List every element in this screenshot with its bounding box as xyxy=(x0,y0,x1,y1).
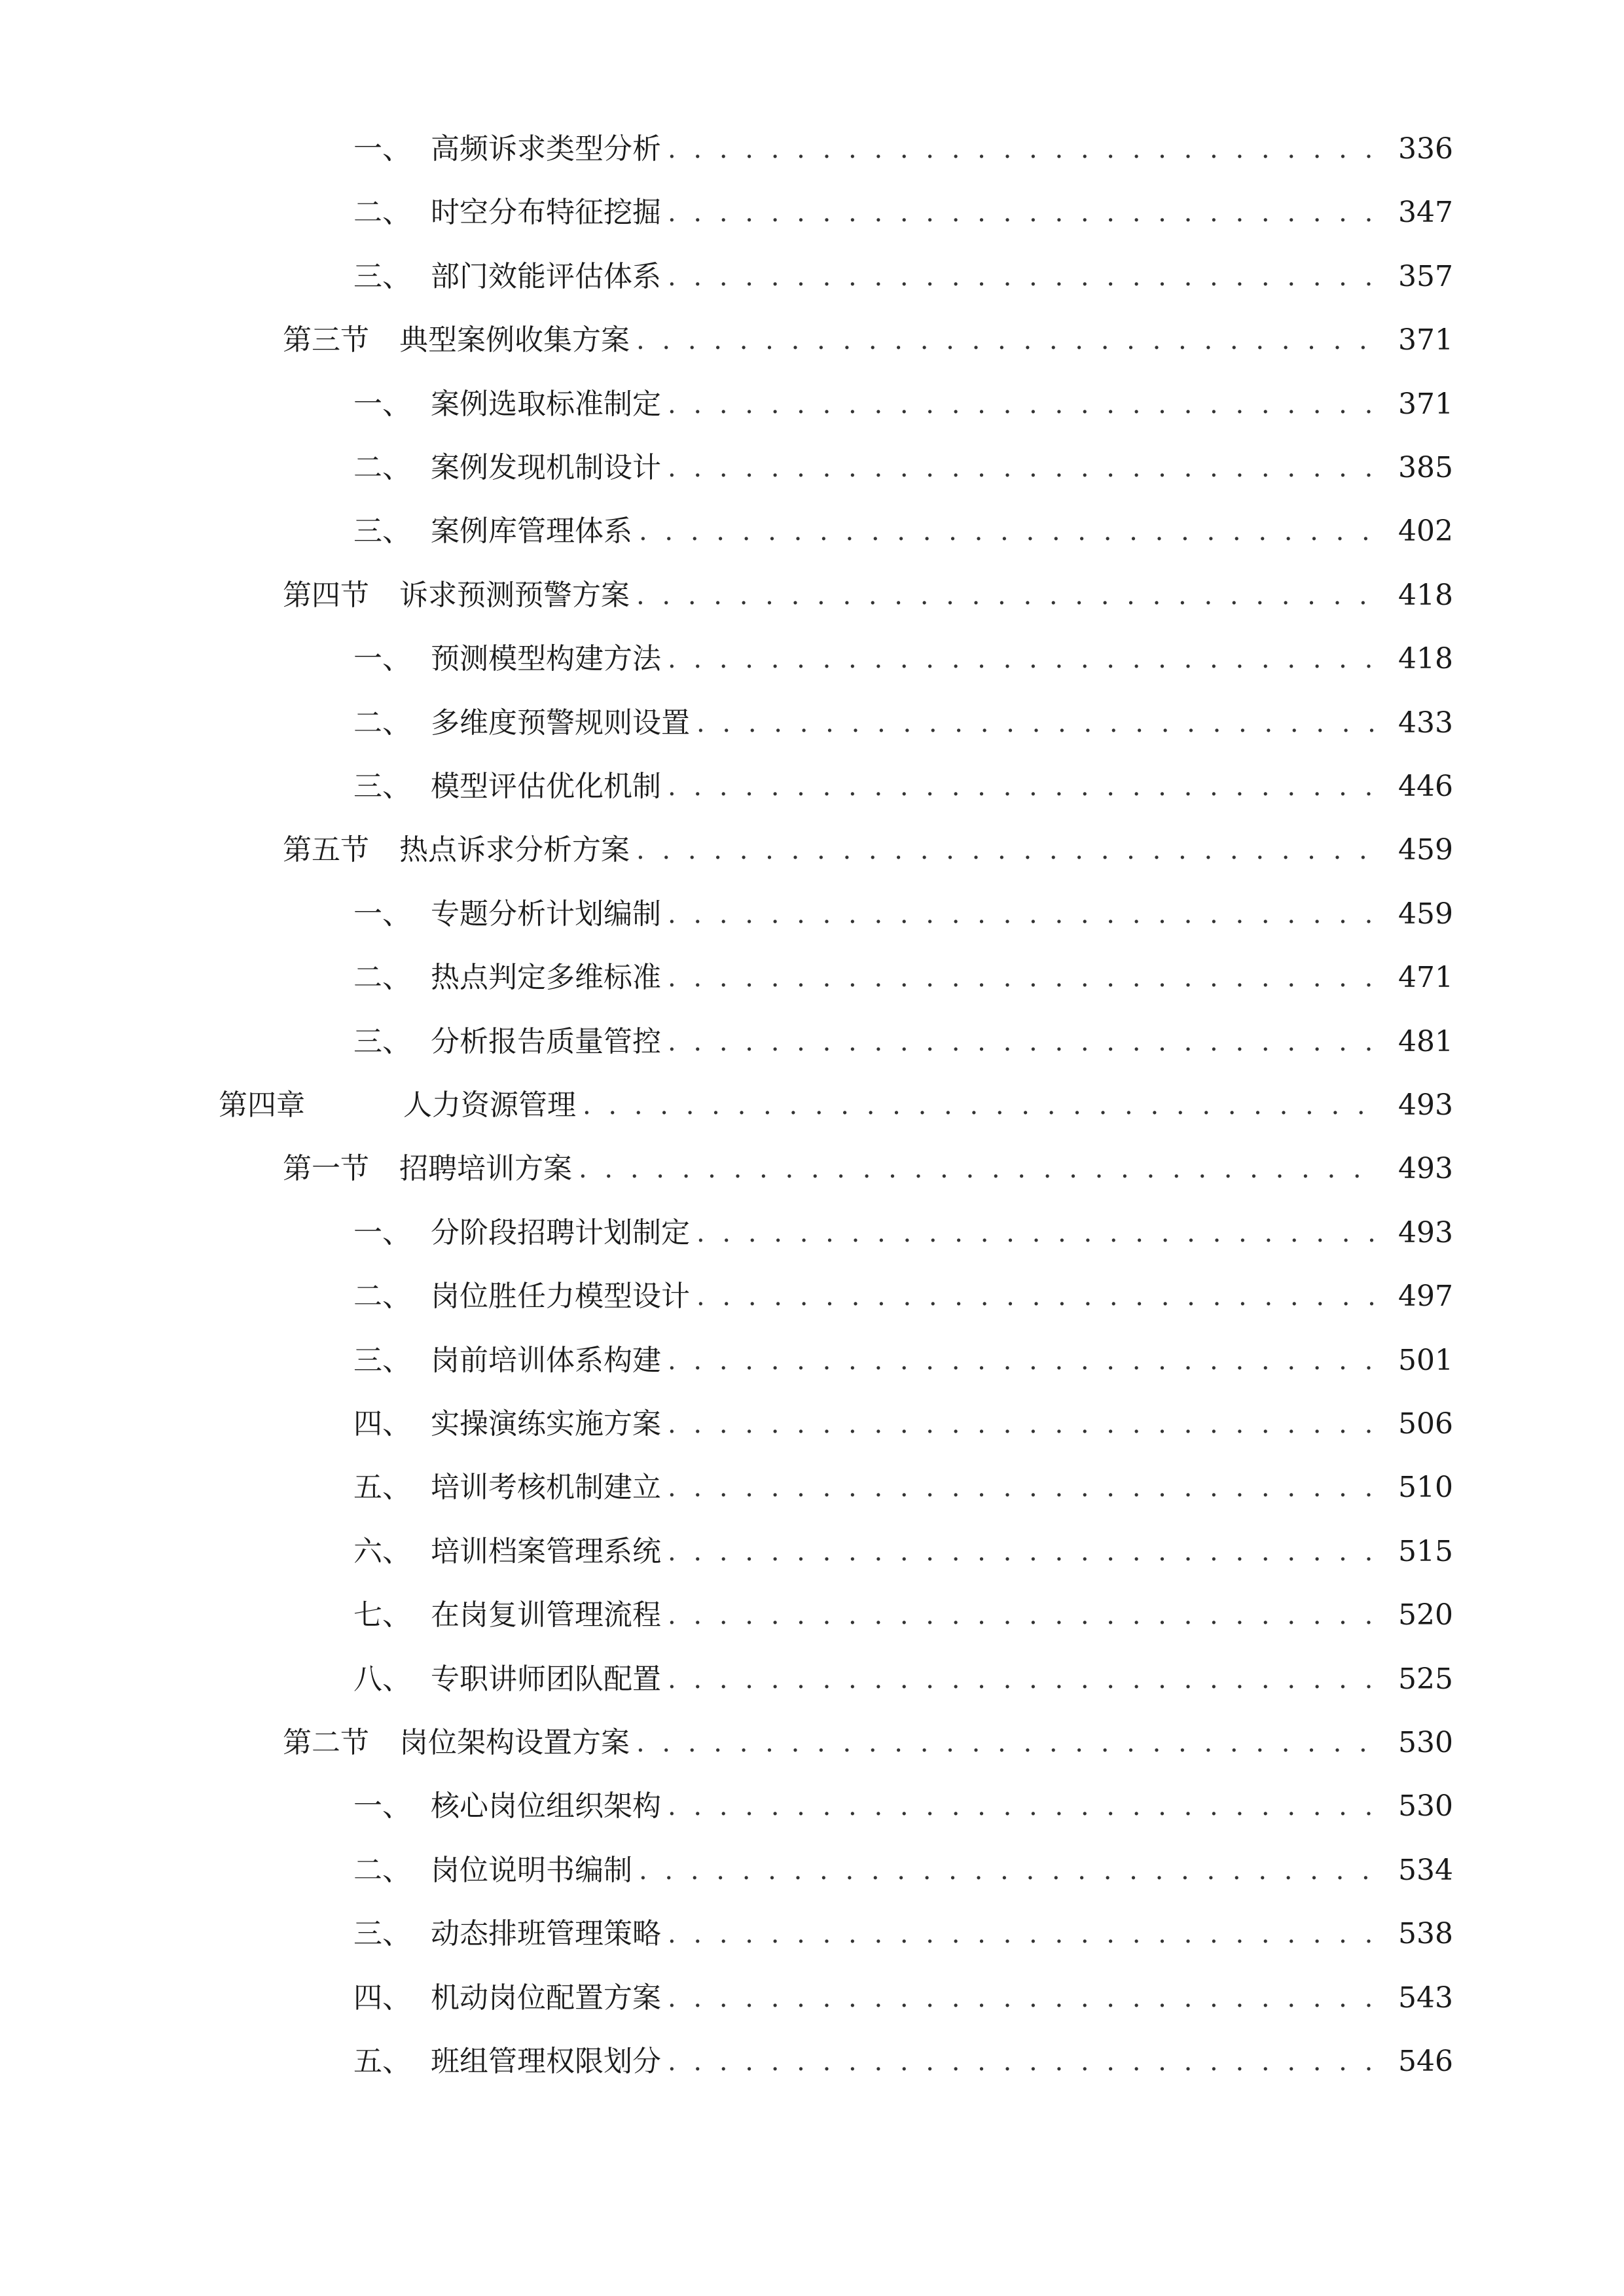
toc-dot-leader xyxy=(636,314,1380,367)
toc-entry[interactable] xyxy=(353,2036,1453,2088)
toc-entry[interactable] xyxy=(283,569,1453,622)
toc-entry-title: 岗位说明书编制 xyxy=(431,1854,632,1887)
toc-entry-number: 第二节 xyxy=(283,1726,369,1759)
toc-dot-leader xyxy=(639,1844,1380,1897)
toc-entry[interactable] xyxy=(353,123,1453,175)
toc-dot-leader xyxy=(668,952,1380,1004)
toc-entry-page-number: 336 xyxy=(1398,132,1453,166)
toc-entry-number: 三、 xyxy=(353,1025,411,1058)
toc-dot-leader xyxy=(583,1079,1380,1132)
toc-dot-leader xyxy=(668,1653,1380,1706)
toc-dot-leader xyxy=(696,1207,1380,1259)
toc-entry-title: 机动岗位配置方案 xyxy=(431,1981,661,2015)
toc-entry-number: 一、 xyxy=(353,642,411,675)
toc-entry[interactable] xyxy=(353,1972,1453,2024)
toc-entry-page-number: 471 xyxy=(1398,961,1453,994)
toc-entry-title: 预测模型构建方法 xyxy=(431,642,661,675)
toc-dot-leader xyxy=(579,1143,1380,1195)
toc-entry-number: 三、 xyxy=(353,260,411,293)
toc-entry[interactable] xyxy=(353,1653,1453,1706)
toc-dot-leader xyxy=(668,1462,1380,1514)
toc-dot-leader xyxy=(668,123,1380,175)
toc-entry-page-number: 506 xyxy=(1398,1407,1453,1441)
toc-entry-page-number: 459 xyxy=(1398,833,1453,867)
toc-dot-leader xyxy=(668,1908,1380,1960)
toc-entry-title: 动态排班管理策略 xyxy=(431,1917,661,1950)
toc-entry-title: 培训考核机制建立 xyxy=(431,1471,661,1504)
toc-dot-leader xyxy=(668,2036,1380,2088)
toc-entry[interactable] xyxy=(219,1079,1453,1132)
toc-entry-page-number: 520 xyxy=(1398,1598,1453,1632)
toc-entry-page-number: 493 xyxy=(1398,1216,1453,1249)
toc-entry-title: 时空分布特征挖掘 xyxy=(431,196,661,229)
toc-entry-title: 在岗复训管理流程 xyxy=(431,1598,661,1632)
toc-entry-page-number: 501 xyxy=(1398,1344,1453,1377)
toc-entry-page-number: 347 xyxy=(1398,196,1453,229)
toc-entry-title: 典型案例收集方案 xyxy=(399,323,630,357)
toc-entry[interactable] xyxy=(353,1207,1453,1259)
toc-entry[interactable] xyxy=(353,1780,1453,1833)
toc-entry-page-number: 493 xyxy=(1398,1152,1453,1185)
toc-dot-leader xyxy=(668,251,1380,303)
toc-entry-number: 三、 xyxy=(353,770,411,803)
toc-entry-number: 第四节 xyxy=(283,579,369,612)
toc-entry[interactable] xyxy=(283,314,1453,367)
toc-entry[interactable] xyxy=(283,1143,1453,1195)
toc-dot-leader xyxy=(668,1780,1380,1833)
toc-entry-title: 岗前培训体系构建 xyxy=(431,1344,661,1377)
toc-dot-leader xyxy=(636,569,1380,622)
toc-entry[interactable] xyxy=(353,1908,1453,1960)
toc-entry[interactable] xyxy=(353,1398,1453,1450)
toc-entry-page-number: 497 xyxy=(1398,1280,1453,1313)
toc-entry-page-number: 543 xyxy=(1398,1981,1453,2015)
toc-entry[interactable] xyxy=(353,1335,1453,1387)
toc-entry-title: 专题分析计划编制 xyxy=(431,897,661,931)
toc-entry-title: 实操演练实施方案 xyxy=(431,1407,661,1441)
toc-entry-title: 岗位胜任力模型设计 xyxy=(431,1280,690,1313)
toc-entry[interactable] xyxy=(353,1844,1453,1897)
toc-entry[interactable] xyxy=(353,378,1453,431)
toc-entry-page-number: 510 xyxy=(1398,1471,1453,1504)
toc-entry-number: 四、 xyxy=(353,1981,411,2015)
toc-entry-number: 三、 xyxy=(353,1917,411,1950)
toc-entry-title: 分析报告质量管控 xyxy=(431,1025,661,1058)
toc-dot-leader xyxy=(668,1589,1380,1641)
toc-entry-page-number: 418 xyxy=(1398,579,1453,612)
toc-entry-number: 第一节 xyxy=(283,1152,369,1185)
toc-entry[interactable] xyxy=(353,505,1453,558)
toc-entry[interactable] xyxy=(353,442,1453,494)
toc-dot-leader xyxy=(668,1526,1380,1578)
toc-entry-title: 案例选取标准制定 xyxy=(431,387,661,421)
toc-entry-number: 一、 xyxy=(353,132,411,166)
toc-dot-leader xyxy=(668,888,1380,941)
toc-entry[interactable] xyxy=(283,1717,1453,1769)
toc-entry[interactable] xyxy=(353,1270,1453,1323)
toc-entry-title: 多维度预警规则设置 xyxy=(431,706,690,740)
toc-entry-number: 二、 xyxy=(353,706,411,740)
toc-entry[interactable] xyxy=(353,633,1453,685)
toc-entry-page-number: 402 xyxy=(1398,514,1453,548)
toc-entry-number: 二、 xyxy=(353,1854,411,1887)
toc-entry[interactable] xyxy=(353,1016,1453,1068)
toc-entry-title: 高频诉求类型分析 xyxy=(431,132,661,166)
toc-entry-number: 一、 xyxy=(353,1216,411,1249)
toc-entry-title: 案例库管理体系 xyxy=(431,514,632,548)
toc-entry-number: 第四章 xyxy=(219,1088,305,1122)
toc-entry-number: 一、 xyxy=(353,897,411,931)
toc-entry-page-number: 493 xyxy=(1398,1088,1453,1122)
toc-entry-page-number: 459 xyxy=(1398,897,1453,931)
toc-entry-page-number: 418 xyxy=(1398,642,1453,675)
toc-entry-page-number: 515 xyxy=(1398,1535,1453,1568)
toc-entry-number: 二、 xyxy=(353,961,411,994)
toc-entry-number: 三、 xyxy=(353,1344,411,1377)
toc-entry-title: 招聘培训方案 xyxy=(399,1152,572,1185)
toc-entry-title: 分阶段招聘计划制定 xyxy=(431,1216,690,1249)
toc-entry-number: 第三节 xyxy=(283,323,369,357)
toc-entry-number: 七、 xyxy=(353,1598,411,1632)
toc-entry[interactable] xyxy=(353,952,1453,1004)
toc-dot-leader xyxy=(696,1270,1380,1323)
toc-entry-page-number: 357 xyxy=(1398,260,1453,293)
toc-entry-title: 案例发现机制设计 xyxy=(431,451,661,484)
toc-entry-title: 人力资源管理 xyxy=(403,1088,576,1122)
toc-entry[interactable] xyxy=(353,761,1453,813)
toc-entry-number: 第五节 xyxy=(283,833,369,867)
toc-entry[interactable] xyxy=(353,888,1453,941)
toc-entry-number: 三、 xyxy=(353,514,411,548)
toc-entry-page-number: 546 xyxy=(1398,2045,1453,2078)
toc-entry-number: 二、 xyxy=(353,196,411,229)
toc-entry-number: 一、 xyxy=(353,1789,411,1823)
toc-dot-leader xyxy=(668,633,1380,685)
toc-entry-page-number: 481 xyxy=(1398,1025,1453,1058)
toc-dot-leader xyxy=(668,378,1380,431)
toc-dot-leader xyxy=(668,442,1380,494)
toc-dot-leader xyxy=(668,761,1380,813)
toc-entry[interactable] xyxy=(353,1589,1453,1641)
toc-entry-number: 二、 xyxy=(353,1280,411,1313)
toc-entry-page-number: 530 xyxy=(1398,1789,1453,1823)
toc-entry-number: 五、 xyxy=(353,2045,411,2078)
toc-entry[interactable] xyxy=(353,1526,1453,1578)
toc-entry-page-number: 534 xyxy=(1398,1854,1453,1887)
toc-entry-page-number: 433 xyxy=(1398,706,1453,740)
toc-entry-page-number: 538 xyxy=(1398,1917,1453,1950)
toc-entry-number: 一、 xyxy=(353,387,411,421)
toc-entry-number: 四、 xyxy=(353,1407,411,1441)
toc-entry-title: 诉求预测预警方案 xyxy=(399,579,630,612)
toc-entry-title: 核心岗位组织架构 xyxy=(431,1789,661,1823)
toc-dot-leader xyxy=(668,1398,1380,1450)
toc-entry[interactable] xyxy=(353,187,1453,239)
toc-entry-title: 模型评估优化机制 xyxy=(431,770,661,803)
toc-dot-leader xyxy=(668,1972,1380,2024)
toc-entry[interactable] xyxy=(353,697,1453,749)
toc-dot-leader xyxy=(636,1717,1380,1769)
toc-entry[interactable] xyxy=(353,1462,1453,1514)
toc-entry-number: 八、 xyxy=(353,1662,411,1696)
toc-entry-page-number: 446 xyxy=(1398,770,1453,803)
toc-entry-page-number: 371 xyxy=(1398,323,1453,357)
toc-dot-leader xyxy=(636,824,1380,876)
toc-entry-title: 专职讲师团队配置 xyxy=(431,1662,661,1696)
toc-dot-leader xyxy=(639,505,1380,558)
toc-entry-number: 五、 xyxy=(353,1471,411,1504)
toc-entry-number: 二、 xyxy=(353,451,411,484)
toc-entry-title: 部门效能评估体系 xyxy=(431,260,661,293)
toc-entry-page-number: 530 xyxy=(1398,1726,1453,1759)
toc-entry-title: 热点诉求分析方案 xyxy=(399,833,630,867)
toc-entry[interactable] xyxy=(353,251,1453,303)
toc-entry-number: 六、 xyxy=(353,1535,411,1568)
toc-entry-title: 培训档案管理系统 xyxy=(431,1535,661,1568)
toc-dot-leader xyxy=(668,1016,1380,1068)
toc-dot-leader xyxy=(668,1335,1380,1387)
toc-entry-page-number: 385 xyxy=(1398,451,1453,484)
toc-entry[interactable] xyxy=(283,824,1453,876)
toc-dot-leader xyxy=(668,187,1380,239)
toc-entry-title: 岗位架构设置方案 xyxy=(399,1726,630,1759)
toc-entry-page-number: 371 xyxy=(1398,387,1453,421)
toc-entry-page-number: 525 xyxy=(1398,1662,1453,1696)
toc-dot-leader xyxy=(696,697,1380,749)
toc-entry-title: 热点判定多维标准 xyxy=(431,961,661,994)
toc-entry-title: 班组管理权限划分 xyxy=(431,2045,661,2078)
